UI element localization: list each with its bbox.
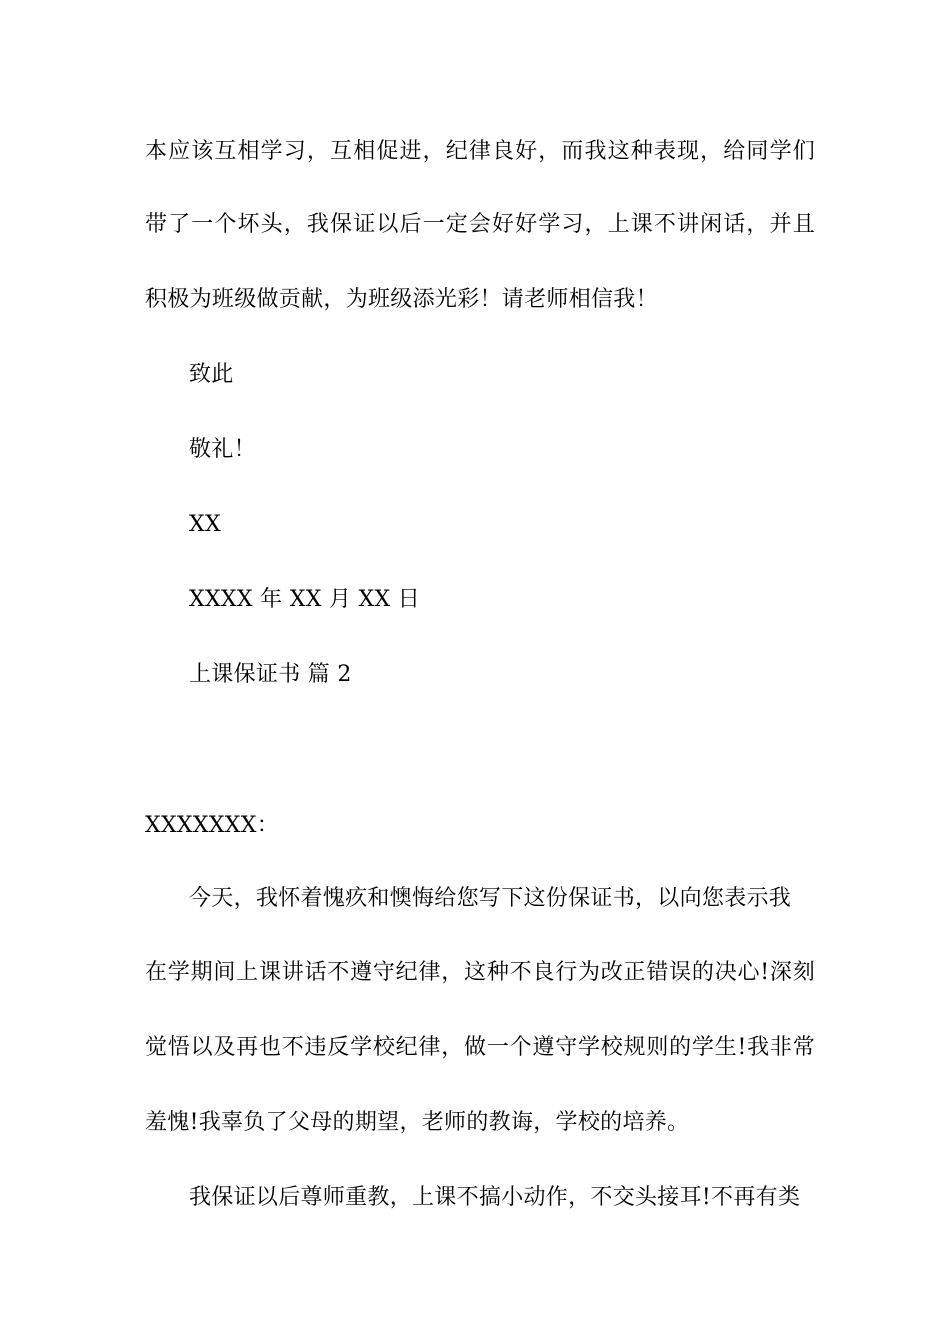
paragraph-line: 觉悟以及再也不违反学校纪律，做一个遵守学校规则的学生!我非常 bbox=[145, 1035, 815, 1060]
closing-phrase: 致此 bbox=[189, 362, 234, 387]
paragraph-line: 我保证以后尊师重教，上课不搞小动作，不交头接耳!不再有类 bbox=[189, 1185, 801, 1210]
paragraph-line: 带了一个坏头，我保证以后一定会好好学习，上课不讲闲话，并且 bbox=[145, 212, 815, 237]
salutation-closing: 敬礼！ bbox=[189, 437, 256, 462]
paragraph-line: 羞愧!我辜负了父母的期望，老师的教诲，学校的培养。 bbox=[145, 1110, 690, 1135]
paragraph-line: 今天，我怀着愧疚和懊悔给您写下这份保证书，以向您表示我 bbox=[189, 886, 792, 911]
paragraph-line: 本应该互相学习，互相促进，纪律良好，而我这种表现，给同学们 bbox=[145, 139, 815, 164]
letter-recipient: XXXXXXX： bbox=[145, 813, 280, 838]
section-heading: 上课保证书 篇 2 bbox=[189, 662, 352, 687]
paragraph-line: 在学期间上课讲话不遵守纪律，这种不良行为改正错误的决心!深刻 bbox=[145, 960, 815, 985]
signature-name: XX bbox=[189, 512, 221, 537]
paragraph-line: 积极为班级做贡献，为班级添光彩！请老师相信我！ bbox=[145, 287, 658, 312]
signature-date: XXXX 年 XX 月 XX 日 bbox=[189, 587, 421, 612]
